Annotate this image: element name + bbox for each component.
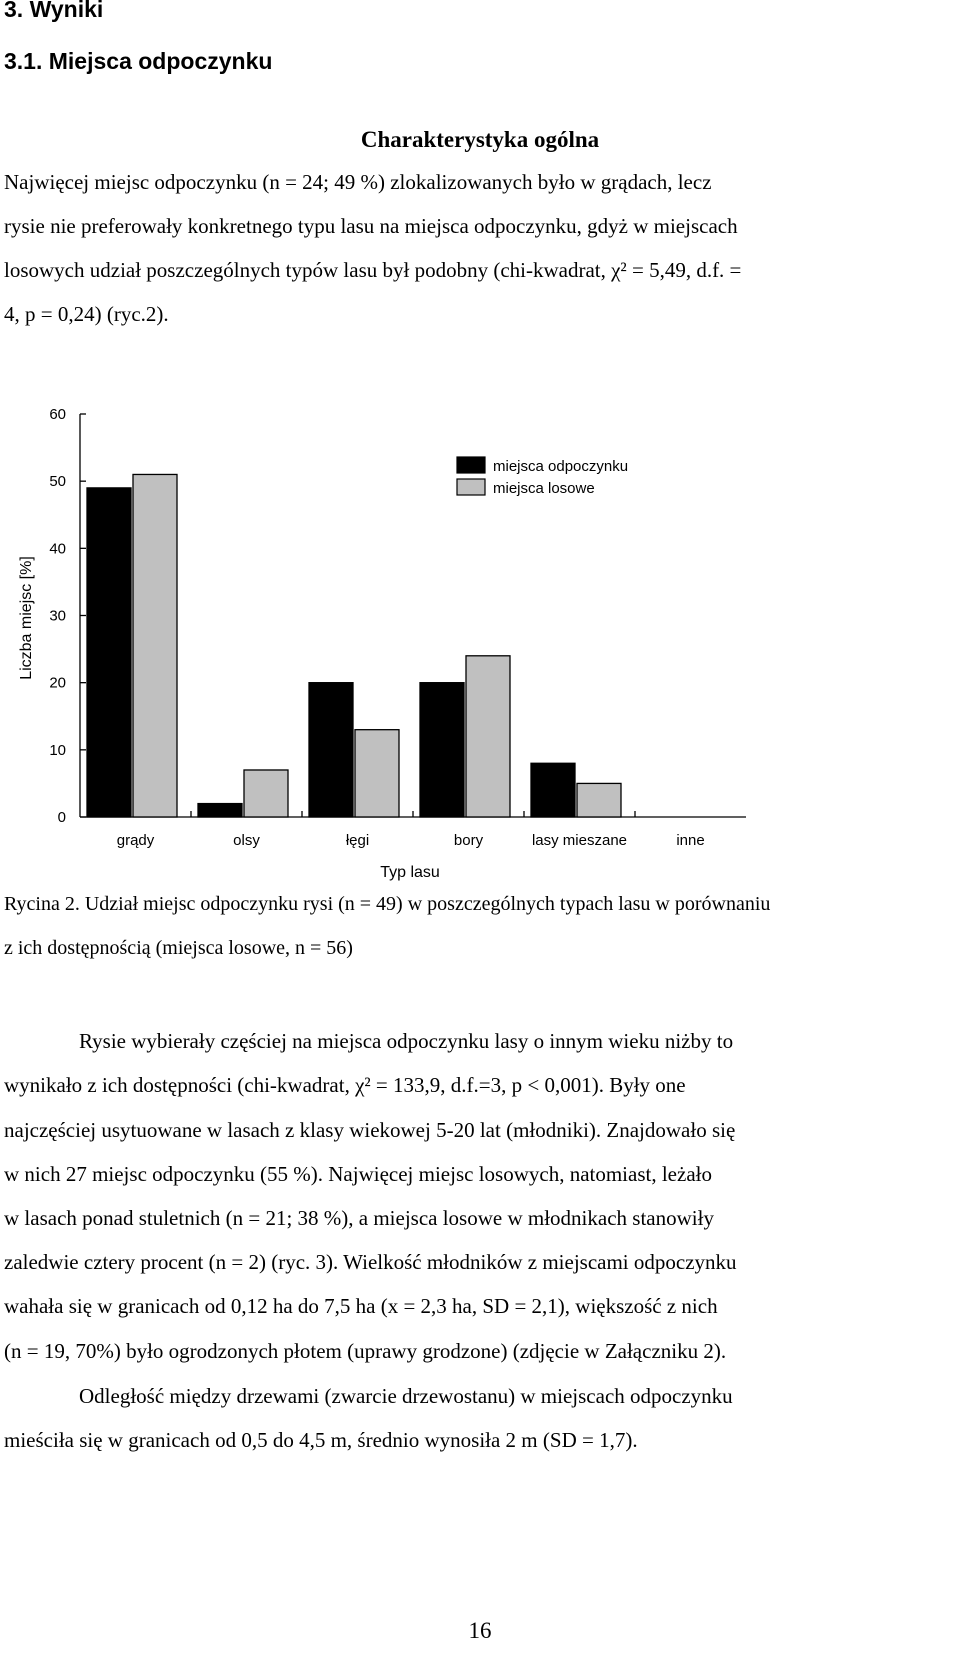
topic-heading: Charakterystyka ogólna <box>360 127 600 152</box>
figure-caption-line: z ich dostępnością (miejsca losowe, n = 56) <box>4 937 353 959</box>
bar <box>198 804 242 817</box>
y-tick-label: 20 <box>49 674 66 692</box>
legend-label: miejsca losowe <box>493 480 595 497</box>
y-tick-label: 50 <box>49 473 66 491</box>
paragraph-2-line: Rysie wybierały częściej na miejsca odpoczynku lasy o innym wieku niżby to <box>79 1029 734 1053</box>
subsection-heading: 3.1. Miejsca odpoczynku <box>4 48 273 74</box>
y-tick-label: 10 <box>49 741 66 759</box>
paragraph-1-line: Najwięcej miejsc odpoczynku (n = 24; 49 %) zlokalizowanych było w grądach, lecz <box>4 170 712 194</box>
paragraph-1-line: losowych udział poszczególnych typów lasu był podobny (chi-kwadrat, χ² = 5,49, d.f. = <box>4 258 742 282</box>
legend-swatch <box>457 457 485 473</box>
paragraph-1-line: rysie nie preferowały konkretnego typu lasu na miejsca odpoczynku, gdyż w miejscach <box>4 214 738 238</box>
page-number: 16 <box>468 1618 492 1643</box>
paragraph-3-line: mieściła się w granicach od 0,5 do 4,5 m, średnio wynosiła 2 m (SD = 1,7). <box>4 1428 638 1452</box>
bar <box>355 730 399 817</box>
bar <box>531 763 575 817</box>
figure-caption-line: Rycina 2. Udział miejsc odpoczynku rysi (n = 49) w poszczególnych typach lasu w porównaniu <box>4 893 771 915</box>
legend-swatch <box>457 479 485 495</box>
bar <box>133 474 177 817</box>
x-tick-label: olsy <box>233 832 260 849</box>
y-tick-label: 40 <box>49 540 66 558</box>
x-tick-label: grądy <box>116 832 155 849</box>
paragraph-2-line: w lasach ponad stuletnich (n = 21; 38 %), a miejsca losowe w młodnikach stanowiły <box>4 1206 714 1230</box>
paragraph-2-line: wynikało z ich dostępności (chi-kwadrat, χ² = 133,9, d.f.=3, p < 0,001). Były one <box>4 1073 686 1097</box>
section-heading: 3. Wyniki <box>4 0 104 22</box>
y-tick-label: 0 <box>57 809 66 826</box>
bar <box>466 656 510 817</box>
bar <box>309 683 353 817</box>
x-tick-label: łęgi <box>345 832 370 849</box>
paragraph-2-line: najczęściej usytuowane w lasach z klasy wiekowej 5-20 lat (młodniki). Znajdowało się <box>4 1118 736 1142</box>
y-tick-label: 60 <box>49 406 66 423</box>
x-tick-label: lasy mieszane <box>531 832 628 849</box>
bar <box>87 488 131 817</box>
y-tick-label: 30 <box>49 607 66 625</box>
bar-chart <box>0 400 960 885</box>
paragraph-2-line: zaledwie cztery procent (n = 2) (ryc. 3). Wielkość młodników z miejscami odpoczynku <box>4 1250 737 1274</box>
legend-label: miejsca odpoczynku <box>493 458 629 475</box>
paragraph-2-line: wahała się w granicach od 0,12 ha do 7,5 ha (x = 2,3 ha, SD = 2,1), większość z nich <box>4 1294 718 1318</box>
y-axis-title: Liczba miejsc [%] <box>18 556 35 680</box>
x-tick-label: bory <box>453 832 484 849</box>
paragraph-2-line: (n = 19, 70%) było ogrodzonych płotem (uprawy grodzone) (zdjęcie w Załączniku 2). <box>4 1339 727 1363</box>
x-axis-title: Typ lasu <box>380 864 440 881</box>
paragraph-3-line: Odległość między drzewami (zwarcie drzewostanu) w miejscach odpoczynku <box>79 1384 733 1408</box>
bar <box>420 683 464 817</box>
x-tick-label: inne <box>676 832 705 849</box>
paragraph-2-line: w nich 27 miejsc odpoczynku (55 %). Najwięcej miejsc losowych, natomiast, leżało <box>4 1162 712 1186</box>
paragraph-1-line: 4, p = 0,24) (ryc.2). <box>4 302 169 326</box>
bar <box>577 783 621 817</box>
bar <box>244 770 288 817</box>
